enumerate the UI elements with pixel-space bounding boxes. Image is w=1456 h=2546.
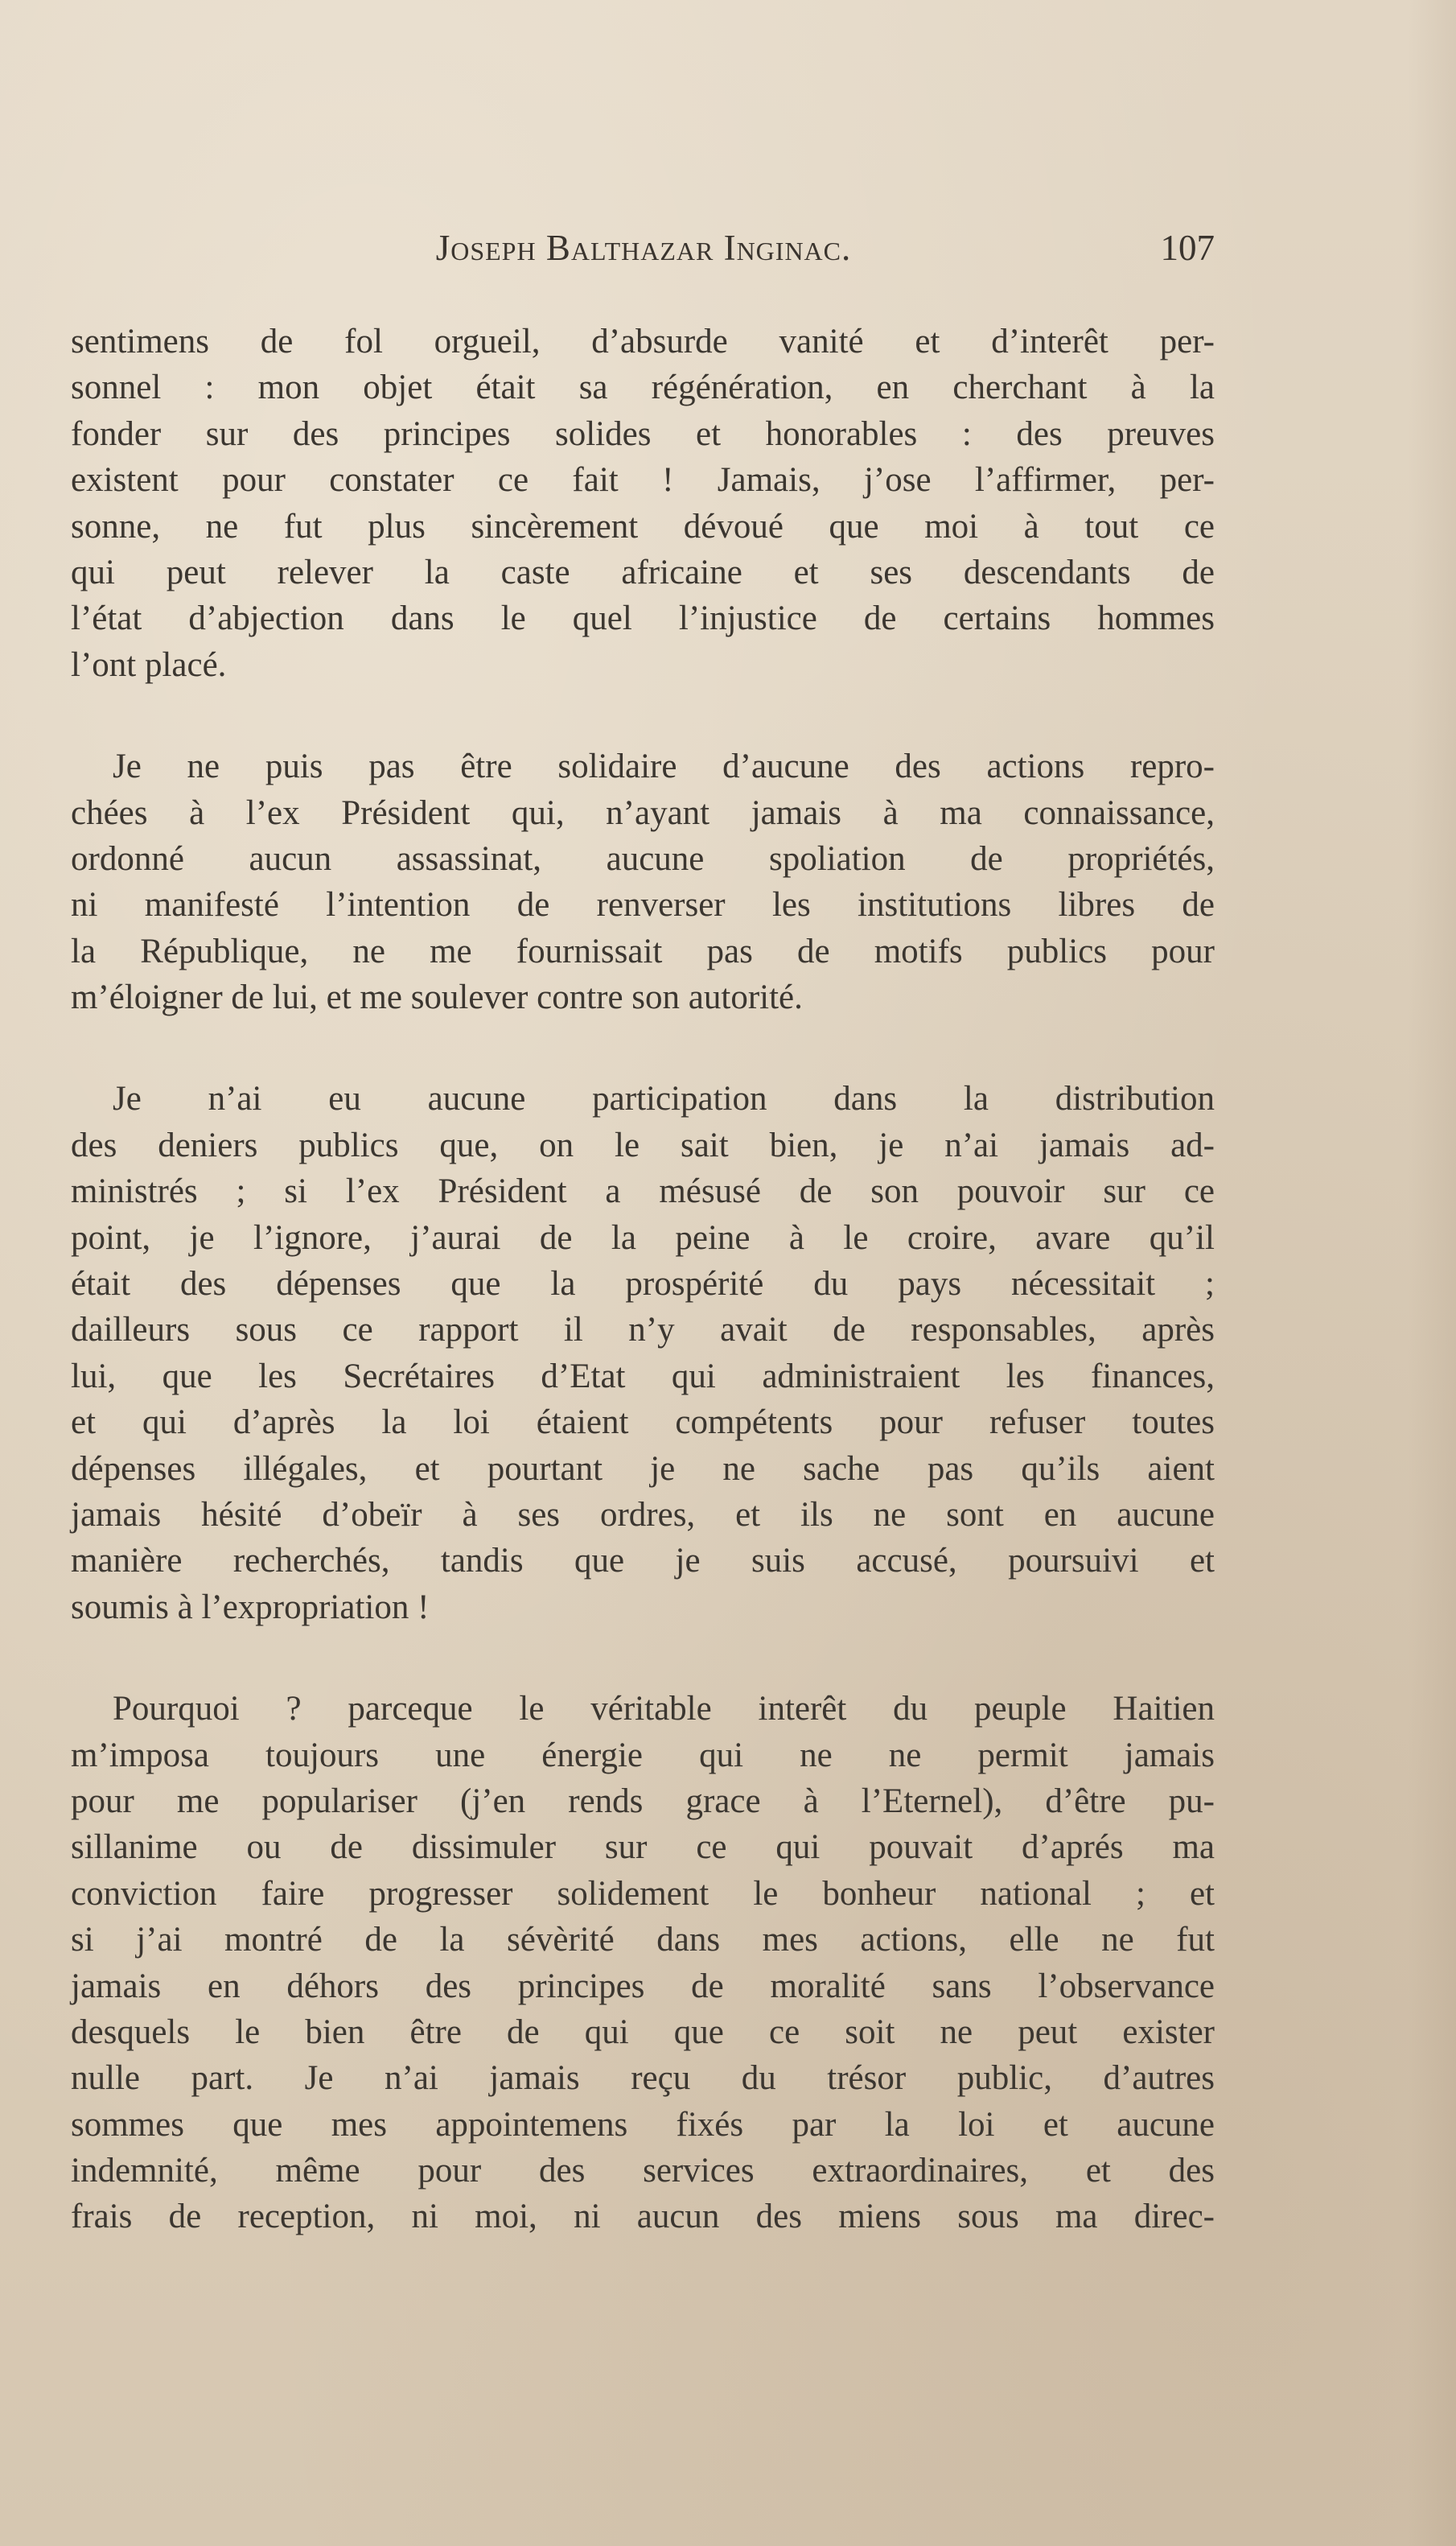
- text-line: jamais en déhors des principes de moralité sans l’observance: [71, 1967, 1215, 2005]
- text-line: point, je l’ignore, j’aurai de la peine à le croire, avare qu’il: [71, 1218, 1215, 1257]
- text-line: fonder sur des principes solides et honorables : des preuves: [71, 414, 1215, 453]
- text-line: indemnité, même pour des services extraordinaires, et des: [71, 2152, 1215, 2190]
- text-line: pour me populariser (j’en rends grace à l’Eternel), d’être pu-: [71, 1782, 1215, 1820]
- text-line: ordonné aucun assassinat, aucune spoliation de propriétés,: [71, 839, 1215, 878]
- text-line: manière recherchés, tandis que je suis accusé, poursuivi et: [71, 1542, 1215, 1580]
- text-line: dépenses illégales, et pourtant je ne sache pas qu’ils aient: [71, 1449, 1215, 1488]
- text-line: sentimens de fol orgueil, d’absurde vanité et d’interêt per-: [71, 323, 1215, 360]
- text-line: ministrés ; si l’ex Président a mésusé de son pouvoir sur ce: [71, 1172, 1215, 1211]
- text-line: soumis à l’expropriation !: [71, 1588, 430, 1626]
- text-line: m’éloigner de lui, et me soulever contre son autorité.: [71, 978, 803, 1017]
- text-line: la République, ne me fournissait pas de motifs publics pour: [71, 932, 1215, 970]
- text-line: chées à l’ex Président qui, n’ayant jamais à ma connaissance,: [71, 793, 1215, 832]
- text-line: qui peut relever la caste africaine et ses descendants de: [71, 553, 1215, 591]
- text-line: conviction faire progresser solidement le bonheur national ; et: [71, 1874, 1215, 1913]
- body-text: [71, 319, 1215, 2296]
- page-number: 107: [1160, 228, 1215, 268]
- text-line: frais de reception, ni moi, ni aucun des miens sous ma direc-: [71, 2198, 1215, 2236]
- paragraph: [71, 1076, 1215, 1630]
- text-line: des deniers publics que, on le sait bien, je n’ai jamais ad-: [71, 1126, 1215, 1164]
- text-line: desquels le bien être de qui que ce soit ne peut exister: [71, 2012, 1215, 2051]
- text-line: jamais hésité d’obeïr à ses ordres, et ils ne sont en aucune: [71, 1495, 1215, 1534]
- paragraph: [71, 744, 1215, 1020]
- paragraph: [71, 319, 1215, 688]
- text-line: lui, que les Secrétaires d’Etat qui administraient les finances,: [71, 1357, 1215, 1395]
- text-line: ni manifesté l’intention de renverser les institutions libres de: [71, 886, 1215, 925]
- text-line: Je ne puis pas être solidaire d’aucune des actions repro-: [113, 748, 1215, 786]
- text-line: était des dépenses que la prospérité du pays nécessitait ;: [71, 1265, 1215, 1304]
- text-line: l’ont placé.: [71, 645, 227, 684]
- text-line: sonnel : mon objet était sa régénération, en cherchant à la: [71, 369, 1215, 407]
- text-line: l’état d’abjection dans le quel l’injustice de certains hommes: [71, 599, 1215, 638]
- text-line: et qui d’après la loi étaient compétents pour refuser toutes: [71, 1403, 1215, 1442]
- text-line: sillanime ou de dissimuler sur ce qui pouvait d’aprés ma: [71, 1828, 1215, 1867]
- text-line: sommes que mes appointemens fixés par la loi et aucune: [71, 2105, 1215, 2144]
- text-line: nulle part. Je n’ai jamais reçu du trésor public, d’autres: [71, 2059, 1215, 2098]
- text-line: sonne, ne fut plus sincèrement dévoué que moi à tout ce: [71, 507, 1215, 546]
- text-line: Je n’ai eu aucune participation dans la distribution: [113, 1080, 1215, 1119]
- running-title: Joseph Balthazar Inginac.: [435, 228, 852, 268]
- paragraph: [71, 1686, 1215, 2240]
- text-line: m’imposa toujours une énergie qui ne ne permit jamais: [71, 1736, 1215, 1774]
- text-line: existent pour constater ce fait ! Jamais, j’ose l’affirmer, per-: [71, 461, 1215, 500]
- running-head: [72, 227, 1215, 275]
- text-line: si j’ai montré de la sévèrité dans mes actions, elle ne fut: [71, 1921, 1215, 1959]
- text-line: dailleurs sous ce rapport il n’y avait de responsables, après: [71, 1311, 1215, 1349]
- text-line: Pourquoi ? parceque le véritable interêt du peuple Haitien: [113, 1690, 1215, 1728]
